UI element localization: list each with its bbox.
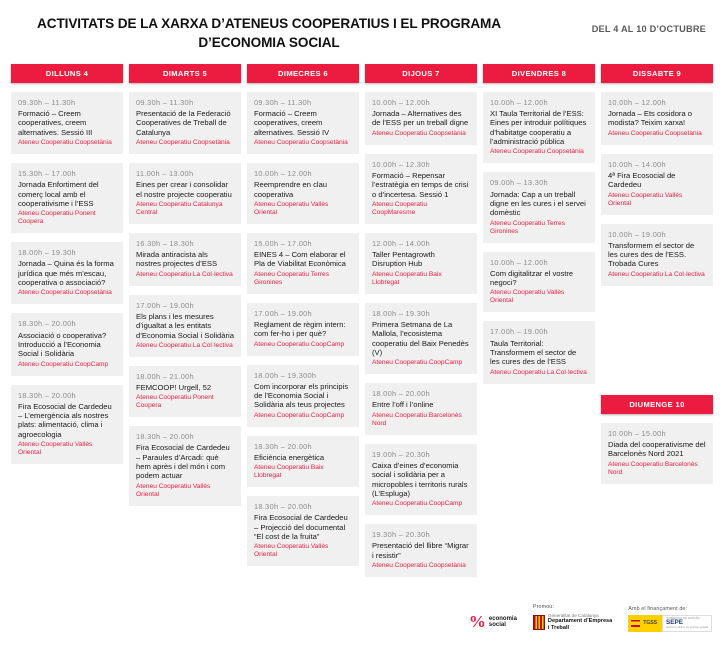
event-time: 15.30h – 17.00h [18,169,76,179]
event-time: 10.00h – 12.30h [372,159,430,169]
week-grid [11,64,711,586]
event-time: 18.30h – 20.00h [18,319,76,329]
event-organizer: Ateneu Cooperatiu Vallès Oriental [254,543,329,559]
event-title: Diada del cooperativisme del Barcelonès Nord 2021 [608,439,706,459]
event-organizer: Ateneu Cooperatiu CoopMaresme [372,200,427,216]
generalitat-line3: i Treball [547,625,570,631]
economia-social-line2: social [488,622,506,629]
event-title: Com digitalitzar el vostre negoci? [490,268,574,288]
event-time: 10.00h – 12.00h [608,98,666,107]
day-column [11,64,123,586]
sunday-section [601,395,713,493]
event-organizer: Ateneu Cooperatiu Vallès Oriental [136,482,211,498]
day-header[interactable]: DIVENDRES 8 [483,64,595,83]
event-title: XI Taula Territorial de l’ESS: Eines per introduir polítiques d’habitatge cooperatiu a l’administració pública [490,109,587,147]
event-time: 18.00h – 19.300h [254,370,317,380]
day-column [365,64,477,586]
event-time: 18.00h – 21.00h [136,371,194,381]
tgss-label: TGSS [643,620,658,627]
event-organizer: Ateneu Cooperatiu Coopsetània [18,139,112,147]
funding-logo [628,615,712,632]
event-card[interactable] [247,92,359,154]
day-column [129,64,241,586]
day-header[interactable]: DILLUNS 4 [11,64,123,83]
event-card[interactable] [11,385,123,464]
event-organizer: Ateneu Cooperatiu La Col·lectiva [136,341,233,349]
tgss-badge [628,615,662,632]
event-time: 09.00h – 13.30h [490,178,548,188]
event-card[interactable] [11,92,123,154]
event-title: Primera Setmana de La Mallola, l’ecosistema cooperatiu del Baix Penedès (V) [372,319,469,357]
day-header[interactable]: DIMARTS 5 [129,64,241,83]
event-time: 09.30h – 11.30h [136,98,194,107]
event-organizer: Ateneu Cooperatiu Coopsetània [372,561,466,569]
event-organizer: Ateneu Cooperatiu Catalunya Central [136,200,223,216]
event-organizer: Ateneu Cooperatiu Vallès Oriental [608,191,683,207]
event-title: Jornada Enfortiment del comerç local amb el cooperativisme i l’ESS [18,180,99,208]
event-time: 18.30h – 20.00h [136,432,194,442]
economia-social-logo [468,612,517,632]
catalonia-shield-icon [533,615,545,630]
event-title: Taller Pentagrowth Disruption Hub [372,250,435,269]
event-title: Transformem el sector de les cures des de l’ESS. Trobada Cures [608,240,695,269]
event-time: 18.00h – 20.00h [372,389,430,399]
event-title: Eficiència energètica [254,452,325,462]
event-title: Presentació de la Federació Cooperatives de Treball de Catalunya [136,109,231,137]
day-header[interactable]: DIMECRES 6 [247,64,359,83]
generalitat-wordmark [548,613,612,632]
event-time: 17.00h – 19.00h [254,308,312,318]
event-title: Taula Territorial: Transformem el sector de les cures des de l’ESS [490,338,577,367]
event-title: Fira Ecosocial de Cardedeu – Paraules d’Arcadi: què hem après i del món i com podem actuar [136,443,230,481]
event-card[interactable] [365,444,477,515]
event-card[interactable] [601,224,713,286]
event-time: 19.30h – 20.30h [372,530,430,540]
event-title: EINES 4 – Com elaborar el Pla de Viabilitat Econòmica [254,250,346,269]
event-card[interactable] [129,426,241,505]
event-organizer: Ateneu Cooperatiu Baix Llobregat [372,270,442,286]
event-title: Jornada – Quina és la forma jurídica que més m’escau, cooperativa o associació? [18,259,114,288]
event-card[interactable] [365,233,477,294]
event-organizer: Ateneu Cooperatiu Coopsetània [136,139,230,147]
event-time: 17.00h – 19.00h [490,327,548,337]
event-organizer: Ateneu Cooperatiu Coopsetània [490,148,584,156]
event-title: Formació – Creem cooperatives, creem alternatives. Sessió IV [254,109,330,137]
event-card[interactable] [483,252,595,313]
event-title: Eines per crear i consolidar el nostre projecte cooperatiu [136,180,232,199]
economia-social-wordmark [489,616,517,629]
event-organizer: Ateneu Cooperatiu CoopCamp [254,340,345,348]
event-card[interactable] [483,172,595,242]
event-organizer: Ateneu Cooperatiu Vallès Oriental [490,289,565,305]
event-organizer: Ateneu Cooperatiu Terres Gironines [490,219,566,235]
event-organizer: Ateneu Cooperatiu Ponent Coopera [18,210,96,226]
event-time: 12.00h – 14.00h [372,238,430,248]
generalitat-line2: Departament d’Empresa [547,618,613,625]
event-title: Jornada – Alternatives des de l’ESS per un treball digne [372,109,469,128]
event-time: 10.00h – 12.00h [372,98,430,107]
spain-flag-icon [631,620,640,627]
event-organizer: Ateneu Cooperatiu Coopsetània [372,129,466,137]
event-card[interactable] [11,163,123,233]
poster-header [0,0,720,56]
event-time: 10.00h – 14.00h [608,159,666,169]
event-organizer: Ateneu Cooperatiu La Col·lectiva [136,270,233,278]
economia-social-line1: economia [488,615,517,622]
event-title: Mirada antiracista als nostres projectes d’ESS [136,250,218,269]
event-time: 10.00h – 19.00h [608,229,666,239]
event-organizer: Ateneu Cooperatiu CoopCamp [372,359,463,367]
event-card[interactable] [247,233,359,294]
generalitat-logo-block [533,604,612,632]
day-header[interactable]: DISSABTE 9 [601,64,713,83]
event-title: Entre l’off i l’online [372,400,434,410]
event-organizer: Ateneu Cooperatiu Barcelonès Nord [372,411,462,427]
event-title: Fira Ecosocial de Cardedeu – L’emergència als nostres plats: alimentació, clima i agroecologia [18,401,112,439]
event-time: 10.00h – 15.00h [608,428,666,438]
event-time: 16.30h – 18.30h [136,238,194,248]
event-card[interactable] [601,154,713,215]
event-card[interactable] [365,154,477,224]
event-time: 18.00h – 19.30h [18,248,76,258]
event-title: Associació o cooperativa? Introducció a l’Economia Social i Solidària [18,330,107,359]
event-organizer: Ateneu Cooperatiu Vallès Oriental [18,440,93,456]
event-card[interactable] [601,423,713,484]
event-card[interactable] [11,313,123,375]
event-organizer: Ateneu Cooperatiu CoopCamp [18,360,109,368]
day-column [483,64,595,586]
event-title: Reglament de règim intern: com fer-ho i per què? [254,319,346,339]
sepe-label: SEPE [666,619,684,626]
event-card[interactable] [483,92,595,163]
event-time: 11.00h – 13.00h [136,169,194,179]
event-time: 15.00h – 17.00h [254,238,312,248]
sepe-top-label: GOBIERNO DE ESPAÑA [666,616,700,620]
event-organizer: Ateneu Cooperatiu Coopsetània [18,289,112,297]
event-title: Caixa d’eines d’economia social i solidària per a micropobles i territoris rurals (L’Espluga) [372,460,468,498]
event-card[interactable] [247,163,359,224]
event-card[interactable] [601,92,713,145]
day-header[interactable]: DIUMENGE 10 [601,395,713,414]
event-title: FEMCOOP! Urgell, 52 [136,382,212,392]
event-time: 10.00h – 12.00h [490,98,548,107]
event-organizer: Ateneu Cooperatiu CoopCamp [372,500,463,508]
event-title: Jornada: Cap a un treball digne en les cures i el servei domèstic [490,189,586,218]
event-time: 18.30h – 20.00h [254,502,312,512]
event-card[interactable] [365,303,477,374]
funding-caption: Amb el finançament de: [628,605,688,612]
day-column [601,64,713,586]
event-time: 18.30h – 20.00h [254,441,312,451]
event-title: Formació – Repensar l’estratègia en temps de crisi o d’incertesa. Sessió 1 [372,170,469,199]
funding-logo-block [628,606,712,632]
event-title: Jornada – Ets cosidora o modista? Teixim xarxa! [608,109,693,128]
event-title: Fira Ecosocial de Cardedeu – Projecció del documental “El cost de la fruita” [254,513,348,541]
event-card[interactable] [247,303,359,356]
date-range-label: DEL 4 AL 10 D’OCTUBRE [591,24,706,34]
day-column [247,64,359,586]
percent-icon: % [468,612,486,632]
event-time: 10.00h – 12.00h [254,169,312,179]
sepe-badge [662,615,712,632]
event-card[interactable] [365,92,477,145]
event-time: 18.30h – 20.00h [18,390,76,400]
event-organizer: Ateneu Cooperatiu Coopsetània [608,129,702,137]
generalitat-line1: Generalitat de Catalunya [547,613,599,618]
event-card[interactable] [365,383,477,435]
event-time: 09.30h – 11.30h [254,98,312,107]
event-title: 4ª Fira Ecosocial de Cardedeu [608,170,676,190]
event-title: Com incorporar els principis de l’Economia Social i Solidària als teus projectes [254,381,349,410]
event-card[interactable] [247,436,359,488]
event-card[interactable] [247,496,359,566]
event-title: Formació – Creem cooperatives, creem alternatives. Sessió III [18,109,93,137]
generalitat-logo [533,613,612,632]
event-card[interactable] [129,92,241,154]
poster-footer [0,604,720,656]
page-title: ACTIVITATS DE LA XARXA D’ATENEUS COOPERATIUS I EL PROGRAMA D’ECONOMIA SOCIAL [37,16,501,51]
event-time: 09.30h – 11.30h [18,98,76,107]
event-card[interactable] [129,295,241,357]
event-title: Reemprendre en clau cooperativa [254,180,328,199]
event-organizer: Ateneu Cooperatiu CoopCamp [254,411,345,419]
event-card[interactable] [129,233,241,286]
event-card[interactable] [483,321,595,383]
event-organizer: Ateneu Cooperatiu Ponent Coopera [136,394,214,410]
event-card[interactable] [247,365,359,427]
event-card[interactable] [11,242,123,304]
event-card[interactable] [129,163,241,224]
day-header[interactable]: DIJOUS 7 [365,64,477,83]
promoted-by-caption: Promou: [532,604,554,610]
event-card[interactable] [365,524,477,577]
sepe-bottom-label: servicio público de empleo estatal [666,625,708,630]
event-time: 19.00h – 20.30h [372,449,430,459]
event-organizer: Ateneu Cooperatiu Baix Llobregat [254,464,324,480]
event-time: 10.00h – 12.00h [490,257,548,267]
event-time: 17.00h – 19.00h [136,300,194,310]
event-organizer: Ateneu Cooperatiu Vallès Oriental [254,200,329,216]
event-organizer: Ateneu Cooperatiu Coopsetània [254,139,348,147]
economia-social-logo-block [469,606,517,631]
event-title: Presentació del llibre “Migrar i resistir” [372,541,469,560]
event-title: Els plans i les mesures d’igualtat a les entitats d’Economia Social i Solidària [136,311,234,340]
event-organizer: Ateneu Cooperatiu La Col·lectiva [608,270,705,278]
event-organizer: Ateneu Cooperatiu Barcelonès Nord [608,460,698,476]
event-organizer: Ateneu Cooperatiu La Col·lectiva [490,368,587,376]
event-time: 18.00h – 19.30h [372,308,430,318]
event-card[interactable] [129,366,241,418]
event-organizer: Ateneu Cooperatiu Terres Gironines [254,270,330,286]
